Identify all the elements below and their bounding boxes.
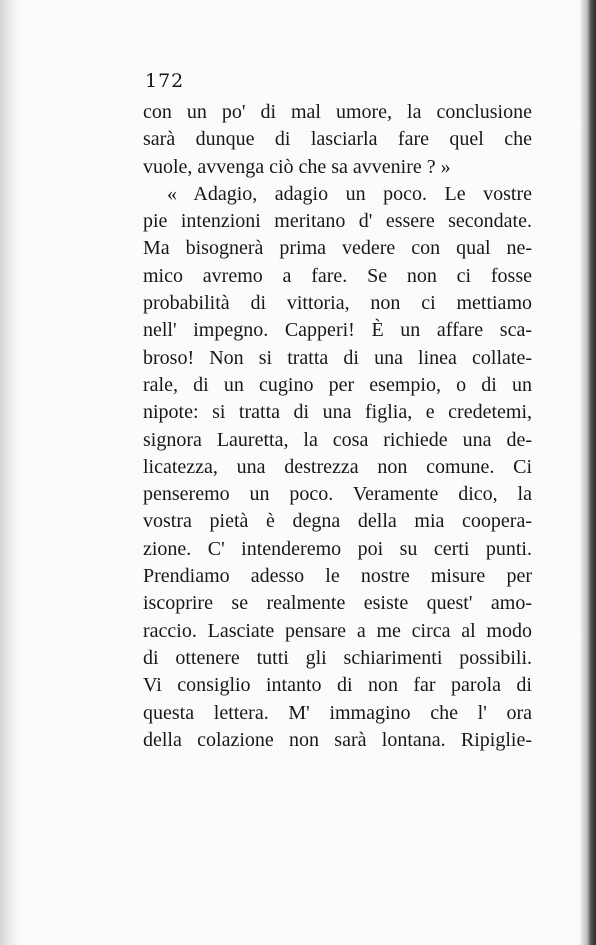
text-line: raccio. Lasciate pensare a me circa al modo	[143, 619, 532, 642]
text-line: nell' impegno. Capperi! È un affare sca-	[143, 319, 532, 342]
text-line: mico avremo a fare. Se non ci fosse	[143, 264, 532, 287]
text-line: con un po' di mal umore, la conclusione	[143, 101, 532, 123]
text-line: licatezza, una destrezza non comune. Ci	[143, 455, 532, 478]
text-line: rale, di un cugino per esempio, o di un	[143, 373, 532, 396]
text-line: penseremo un poco. Veramente dico, la	[143, 483, 532, 506]
text-line: signora Lauretta, la cosa richiede una de-	[143, 428, 532, 451]
text-line: vuole, avvenga ciò che sa avvenire ? »	[143, 155, 451, 178]
text-line: di ottenere tutti gli schiarimenti possibili.	[143, 646, 532, 669]
text-line: broso! Non si tratta di una linea collate-	[143, 346, 532, 369]
text-line: zione. C' intenderemo poi su certi punti.	[143, 537, 532, 560]
text-line: Ma bisognerà prima vedere con qual ne-	[143, 237, 532, 260]
page-gutter-shadow	[0, 0, 22, 945]
text-line: iscoprire se realmente esiste quest' amo-	[143, 592, 532, 615]
text-line: « Adagio, adagio un poco. Le vostre	[167, 182, 532, 205]
body-text	[143, 99, 532, 754]
text-line: pie intenzioni meritano d' essere secondate.	[143, 210, 532, 233]
text-line: Prendiamo adesso le nostre misure per	[143, 565, 532, 588]
page-number: 172	[145, 70, 185, 92]
page-edge-shadow	[580, 0, 596, 945]
text-line: sarà dunque di lasciarla fare quel che	[143, 128, 532, 151]
text-line: vostra pietà è degna della mia coopera-	[143, 510, 532, 533]
text-line: Vi consiglio intanto di non far parola di	[143, 674, 532, 697]
text-line: nipote: si tratta di una figlia, e credetemi,	[143, 401, 532, 424]
text-line: della colazione non sarà lontana. Ripiglie-	[143, 728, 532, 751]
text-line: questa lettera. M' immagino che l' ora	[143, 701, 532, 724]
text-line: probabilità di vittoria, non ci mettiamo	[143, 292, 532, 315]
